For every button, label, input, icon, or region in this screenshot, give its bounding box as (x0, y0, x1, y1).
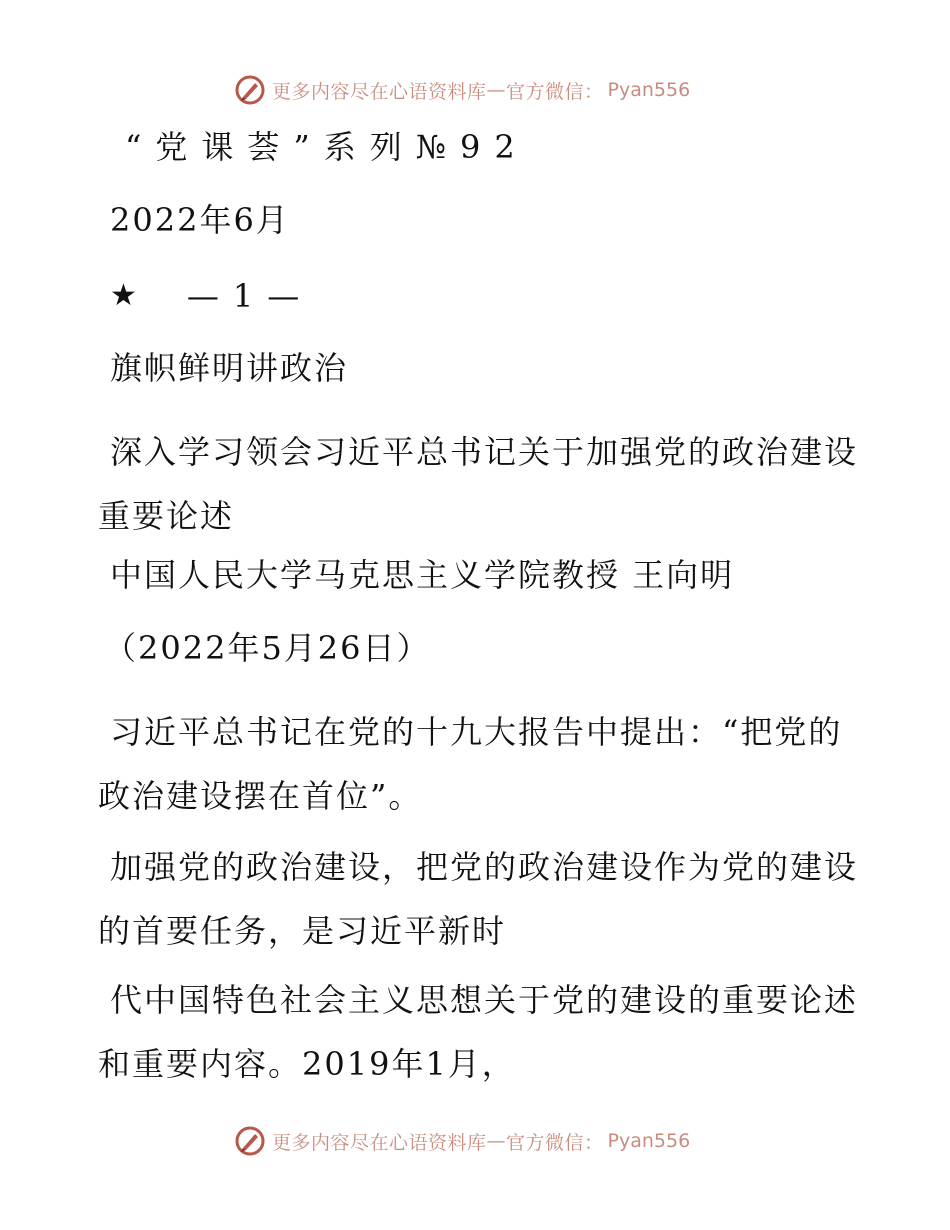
section-heading: 旗帜鲜明讲政治 (110, 349, 349, 387)
paragraph-text: 习近平总书记在党的十九大报告中提出：“把党的政治建设摆在首位”。 (98, 713, 843, 815)
series-title: “党课荟”系列№92 (125, 128, 529, 166)
watermark-label: 官方微信： (506, 1131, 604, 1154)
footer-watermark (234, 1123, 690, 1159)
pen-circle-logo-icon (234, 1125, 266, 1157)
watermark-label: 官方微信： (506, 80, 604, 103)
paragraph-text: 代中国特色社会主义思想关于党的建设的重要论述和重要内容。2019年1月， (98, 981, 859, 1083)
star-icon: ★ (110, 278, 137, 313)
paragraph (98, 700, 858, 828)
watermark-handle: Pyan556 (607, 79, 691, 101)
paragraph-text: 加强党的政治建设，把党的政治建设作为党的建设的首要任务，是习近平新时 (98, 848, 859, 950)
issue-date: 2022年6月 (110, 201, 290, 239)
paragraph (98, 835, 858, 963)
paragraph (98, 968, 858, 1096)
watermark-text: 更多内容尽在心语资料库 (272, 1131, 487, 1154)
pen-circle-logo-icon (234, 74, 266, 106)
publication-date: （2022年5月26日） (104, 629, 431, 667)
header-watermark (234, 72, 690, 108)
author-line: 中国人民大学马克思主义学院教授 王向明 (110, 556, 735, 594)
watermark-text: 更多内容尽在心语资料库 (272, 80, 487, 103)
watermark-handle: Pyan556 (607, 1130, 691, 1152)
watermark-separator: — (486, 1130, 507, 1152)
article-title-text: 深入学习领会习近平总书记关于加强党的政治建设重要论述 (98, 433, 859, 535)
article-title (98, 420, 858, 548)
section-number: —1— (186, 277, 314, 315)
watermark-separator: — (486, 79, 507, 101)
section-marker (110, 276, 313, 316)
